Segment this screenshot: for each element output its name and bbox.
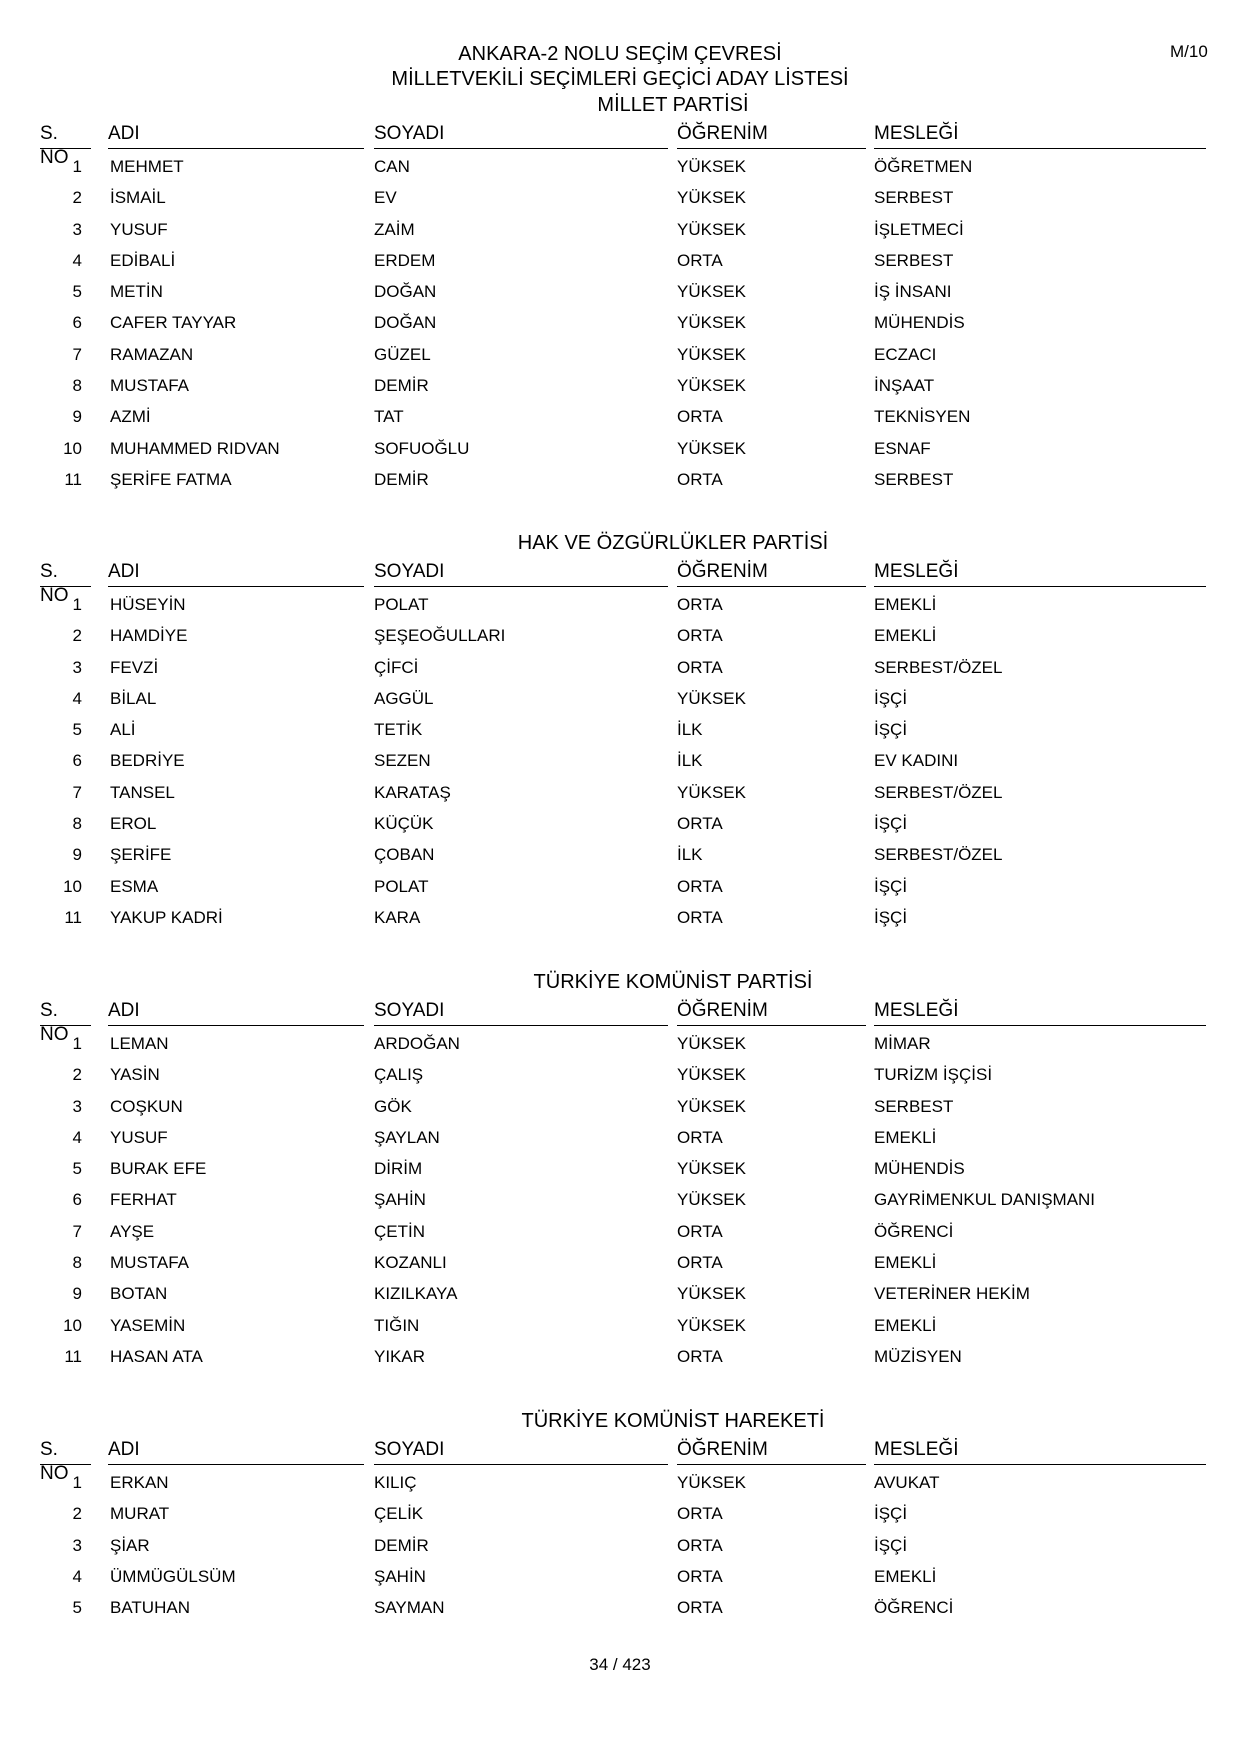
soyadi-cell: CAN xyxy=(374,157,410,176)
adi-cell: BİLAL xyxy=(110,688,157,708)
party-title: HAK VE ÖZGÜRLÜKLER PARTİSİ xyxy=(517,532,829,554)
soyadi-cell: AGGÜL xyxy=(374,688,434,708)
adi-cell: TANSEL xyxy=(110,782,175,802)
meslegi-cell: İŞÇİ xyxy=(874,1504,908,1524)
soyadi-cell: TAT xyxy=(374,407,404,427)
table-row xyxy=(40,215,1206,246)
adi-cell: YUSUF xyxy=(110,1127,168,1147)
meslegi-cell: EMEKLİ xyxy=(874,595,937,614)
meslegi-cell: EMEKLİ xyxy=(874,626,937,646)
meslegi-cell: EV KADINI xyxy=(874,751,959,771)
table-row xyxy=(40,1342,1206,1373)
ogrenim-cell: ORTA xyxy=(677,1221,723,1241)
table-row xyxy=(40,653,1206,684)
soyadi-cell: GÖK xyxy=(374,1096,412,1116)
meslegi-cell: ÖĞRENCİ xyxy=(874,1221,954,1241)
adi-cell: BATUHAN xyxy=(110,1598,190,1618)
adi-cell: BURAK EFE xyxy=(110,1159,207,1179)
table-row xyxy=(40,183,1206,214)
ogrenim-cell: ORTA xyxy=(677,250,723,270)
soyadi-cell: DEMİR xyxy=(374,1535,429,1555)
sno-cell: 9 xyxy=(72,1284,82,1304)
sno-cell: 3 xyxy=(72,219,82,239)
adi-cell: ÜMMÜGÜLSÜM xyxy=(110,1566,236,1586)
table-row xyxy=(40,840,1206,871)
sno-cell: 5 xyxy=(72,282,82,302)
sno-cell: 7 xyxy=(72,344,82,364)
adi-cell: FERHAT xyxy=(110,1190,177,1210)
meslegi-cell: İŞÇİ xyxy=(874,688,908,708)
ogrenim-cell: ORTA xyxy=(677,407,723,427)
ogrenim-cell: İLK xyxy=(677,720,703,740)
ogrenim-cell: ORTA xyxy=(677,595,723,614)
soyadi-cell: ÇİFCİ xyxy=(374,657,419,677)
meslegi-cell: SERBEST xyxy=(874,469,954,489)
meslegi-cell: EMEKLİ xyxy=(874,1315,937,1335)
table-row xyxy=(40,590,1206,621)
ogrenim-cell: YÜKSEK xyxy=(677,1473,746,1492)
meslegi-cell: SERBEST/ÖZEL xyxy=(874,657,1003,677)
ogrenim-cell: YÜKSEK xyxy=(677,1034,746,1053)
header-meslegi: MESLEĞİ xyxy=(874,999,1206,1026)
meslegi-cell: TURİZM İŞÇİSİ xyxy=(874,1065,993,1085)
ogrenim-cell: ORTA xyxy=(677,907,723,927)
sno-cell: 4 xyxy=(72,1127,82,1147)
ogrenim-cell: ORTA xyxy=(677,876,723,896)
adi-cell: YASİN xyxy=(110,1065,160,1085)
sno-cell: 2 xyxy=(72,1065,82,1085)
page-code: M/10 xyxy=(1170,42,1208,61)
meslegi-cell: AVUKAT xyxy=(874,1473,940,1492)
header-soyadi: SOYADI xyxy=(374,999,668,1026)
adi-cell: FEVZİ xyxy=(110,657,159,677)
ogrenim-cell: ORTA xyxy=(677,1598,723,1618)
meslegi-cell: VETERİNER HEKİM xyxy=(874,1284,1030,1304)
adi-cell: ŞERİFE xyxy=(110,845,172,865)
adi-cell: YAKUP KADRİ xyxy=(110,907,223,927)
header-sno: S. NO xyxy=(40,560,91,587)
soyadi-cell: ŞAHİN xyxy=(374,1566,426,1586)
table-row xyxy=(40,1593,1206,1624)
sno-cell: 2 xyxy=(72,626,82,646)
meslegi-cell: İŞÇİ xyxy=(874,720,908,740)
party-title: TÜRKİYE KOMÜNİST PARTİSİ xyxy=(533,971,813,993)
adi-cell: MURAT xyxy=(110,1504,170,1524)
soyadi-cell: POLAT xyxy=(374,595,429,614)
ogrenim-cell: İLK xyxy=(677,845,703,865)
ogrenim-cell: ORTA xyxy=(677,1127,723,1147)
table-row xyxy=(40,903,1206,934)
meslegi-cell: İŞÇİ xyxy=(874,814,908,834)
adi-cell: LEMAN xyxy=(110,1034,169,1053)
header-sno: S. NO xyxy=(40,999,91,1026)
meslegi-cell: MÜHENDİS xyxy=(874,313,965,333)
soyadi-cell: EV xyxy=(374,188,397,208)
header-adi: ADI xyxy=(108,560,364,587)
candidate-rows xyxy=(40,590,1206,934)
adi-cell: HAMDİYE xyxy=(110,626,188,646)
sno-cell: 11 xyxy=(64,907,82,927)
table-row xyxy=(40,1279,1206,1310)
header-adi: ADI xyxy=(108,122,364,149)
ogrenim-cell: ORTA xyxy=(677,469,723,489)
party-title: MİLLET PARTİSİ xyxy=(597,94,749,116)
ogrenim-cell: ORTA xyxy=(677,1253,723,1273)
adi-cell: AZMİ xyxy=(110,407,151,427)
adi-cell: ŞERİFE FATMA xyxy=(110,469,232,489)
ogrenim-cell: ORTA xyxy=(677,1566,723,1586)
soyadi-cell: DOĞAN xyxy=(374,282,437,302)
header-ogrenim: ÖĞRENİM xyxy=(677,1438,866,1465)
meslegi-cell: ÖĞRETMEN xyxy=(874,157,973,176)
header-sno: S. NO xyxy=(40,1438,91,1465)
page-number: 34 / 423 xyxy=(589,1655,651,1674)
ogrenim-cell: YÜKSEK xyxy=(677,219,746,239)
sno-cell: 6 xyxy=(72,313,82,333)
adi-cell: YUSUF xyxy=(110,219,168,239)
sno-cell: 9 xyxy=(72,407,82,427)
meslegi-cell: EMEKLİ xyxy=(874,1566,937,1586)
adi-cell: HASAN ATA xyxy=(110,1346,203,1366)
ogrenim-cell: ORTA xyxy=(677,657,723,677)
table-row xyxy=(40,465,1206,496)
header-adi: ADI xyxy=(108,1438,364,1465)
meslegi-cell: SERBEST xyxy=(874,188,954,208)
table-row xyxy=(40,1499,1206,1530)
table-row xyxy=(40,1217,1206,1248)
sno-cell: 10 xyxy=(63,438,82,458)
soyadi-cell: ARDOĞAN xyxy=(374,1034,460,1053)
soyadi-cell: ÇOBAN xyxy=(374,845,435,865)
soyadi-cell: DOĞAN xyxy=(374,313,437,333)
sno-cell: 1 xyxy=(72,157,82,176)
sno-cell: 4 xyxy=(72,688,82,708)
table-row xyxy=(40,715,1206,746)
adi-cell: ERKAN xyxy=(110,1473,169,1492)
meslegi-cell: İŞLETMECİ xyxy=(874,219,964,239)
adi-cell: MUSTAFA xyxy=(110,376,190,396)
table-row xyxy=(40,1092,1206,1123)
header-soyadi: SOYADI xyxy=(374,560,668,587)
meslegi-cell: İŞÇİ xyxy=(874,907,908,927)
table-row xyxy=(40,1154,1206,1185)
adi-cell: İSMAİL xyxy=(110,188,166,208)
header-ogrenim: ÖĞRENİM xyxy=(677,999,866,1026)
ogrenim-cell: YÜKSEK xyxy=(677,782,746,802)
adi-cell: BEDRİYE xyxy=(110,751,185,771)
sno-cell: 5 xyxy=(72,1159,82,1179)
ogrenim-cell: YÜKSEK xyxy=(677,1315,746,1335)
table-row xyxy=(40,684,1206,715)
ogrenim-cell: YÜKSEK xyxy=(677,438,746,458)
meslegi-cell: MİMAR xyxy=(874,1034,931,1053)
soyadi-cell: SEZEN xyxy=(374,751,431,771)
table-row xyxy=(40,809,1206,840)
sno-cell: 7 xyxy=(72,782,82,802)
adi-cell: EDİBALİ xyxy=(110,250,176,270)
adi-cell: RAMAZAN xyxy=(110,344,194,364)
soyadi-cell: SOFUOĞLU xyxy=(374,438,470,458)
meslegi-cell: MÜZİSYEN xyxy=(874,1346,962,1366)
soyadi-cell: DİRİM xyxy=(374,1159,423,1179)
header-sno: S. NO xyxy=(40,122,91,149)
meslegi-cell: SERBEST/ÖZEL xyxy=(874,845,1003,865)
soyadi-cell: KÜÇÜK xyxy=(374,814,434,834)
meslegi-cell: SERBEST/ÖZEL xyxy=(874,782,1003,802)
meslegi-cell: ÖĞRENCİ xyxy=(874,1598,954,1618)
table-row xyxy=(40,621,1206,652)
soyadi-cell: KARATAŞ xyxy=(374,782,451,802)
meslegi-cell: MÜHENDİS xyxy=(874,1159,965,1179)
sno-cell: 4 xyxy=(72,1566,82,1586)
adi-cell: BOTAN xyxy=(110,1284,168,1304)
header-line-1: ANKARA-2 NOLU SEÇİM ÇEVRESİ xyxy=(458,43,782,65)
table-row xyxy=(40,277,1206,308)
sno-cell: 8 xyxy=(72,814,82,834)
soyadi-cell: TETİK xyxy=(374,720,423,740)
meslegi-cell: İŞ İNSANI xyxy=(874,282,952,302)
sno-cell: 2 xyxy=(72,188,82,208)
soyadi-cell: ERDEM xyxy=(374,250,436,270)
sno-cell: 6 xyxy=(72,1190,82,1210)
candidate-rows xyxy=(40,1029,1206,1373)
meslegi-cell: EMEKLİ xyxy=(874,1253,937,1273)
sno-cell: 4 xyxy=(72,250,82,270)
soyadi-cell: ŞAHİN xyxy=(374,1190,426,1210)
header-meslegi: MESLEĞİ xyxy=(874,122,1206,149)
meslegi-cell: İŞÇİ xyxy=(874,1535,908,1555)
adi-cell: ALİ xyxy=(110,720,136,740)
meslegi-cell: GAYRİMENKUL DANIŞMANI xyxy=(874,1190,1096,1210)
adi-cell: MUHAMMED RIDVAN xyxy=(110,438,280,458)
sno-cell: 10 xyxy=(63,1315,82,1335)
sno-cell: 2 xyxy=(72,1504,82,1524)
sno-cell: 3 xyxy=(72,1096,82,1116)
soyadi-cell: KILIÇ xyxy=(374,1473,417,1492)
soyadi-cell: KIZILKAYA xyxy=(374,1284,458,1304)
document-header xyxy=(0,42,1240,92)
header-adi: ADI xyxy=(108,999,364,1026)
ogrenim-cell: YÜKSEK xyxy=(677,1065,746,1085)
table-row xyxy=(40,152,1206,183)
header-meslegi: MESLEĞİ xyxy=(874,560,1206,587)
ogrenim-cell: YÜKSEK xyxy=(677,376,746,396)
soyadi-cell: KOZANLI xyxy=(374,1253,447,1273)
soyadi-cell: DEMİR xyxy=(374,376,429,396)
ogrenim-cell: YÜKSEK xyxy=(677,157,746,176)
sno-cell: 6 xyxy=(72,751,82,771)
table-row xyxy=(40,1123,1206,1154)
table-row xyxy=(40,371,1206,402)
soyadi-cell: ÇELİK xyxy=(374,1504,424,1524)
adi-cell: METİN xyxy=(110,282,163,302)
header-ogrenim: ÖĞRENİM xyxy=(677,122,866,149)
candidate-rows xyxy=(40,1468,1206,1624)
table-row xyxy=(40,1185,1206,1216)
sno-cell: 8 xyxy=(72,376,82,396)
soyadi-cell: GÜZEL xyxy=(374,344,431,364)
table-row xyxy=(40,1531,1206,1562)
adi-cell: AYŞE xyxy=(110,1221,155,1241)
meslegi-cell: EMEKLİ xyxy=(874,1127,937,1147)
adi-cell: YASEMİN xyxy=(110,1315,186,1335)
ogrenim-cell: YÜKSEK xyxy=(677,1096,746,1116)
meslegi-cell: SERBEST xyxy=(874,250,954,270)
sno-cell: 1 xyxy=(72,595,82,614)
sno-cell: 1 xyxy=(72,1034,82,1053)
table-row xyxy=(40,246,1206,277)
sno-cell: 7 xyxy=(72,1221,82,1241)
party-section-4 xyxy=(40,1408,1206,1624)
adi-cell: EROL xyxy=(110,814,157,834)
sno-cell: 5 xyxy=(72,720,82,740)
table-row xyxy=(40,402,1206,433)
ogrenim-cell: ORTA xyxy=(677,1504,723,1524)
sno-cell: 1 xyxy=(72,1473,82,1492)
meslegi-cell: ECZACI xyxy=(874,344,937,364)
sno-cell: 3 xyxy=(72,1535,82,1555)
soyadi-cell: ZAİM xyxy=(374,219,415,239)
table-row xyxy=(40,1060,1206,1091)
party-section-1 xyxy=(40,92,1206,496)
ogrenim-cell: YÜKSEK xyxy=(677,188,746,208)
sno-cell: 3 xyxy=(72,657,82,677)
adi-cell: ESMA xyxy=(110,876,159,896)
header-soyadi: SOYADI xyxy=(374,122,668,149)
ogrenim-cell: İLK xyxy=(677,751,703,771)
meslegi-cell: İŞÇİ xyxy=(874,876,908,896)
ogrenim-cell: YÜKSEK xyxy=(677,1159,746,1179)
header-ogrenim: ÖĞRENİM xyxy=(677,560,866,587)
soyadi-cell: ÇALIŞ xyxy=(374,1065,424,1085)
table-row xyxy=(40,434,1206,465)
candidate-rows xyxy=(40,152,1206,496)
party-title: TÜRKİYE KOMÜNİST HAREKETİ xyxy=(521,1410,825,1432)
ogrenim-cell: YÜKSEK xyxy=(677,282,746,302)
sno-cell: 11 xyxy=(64,1346,82,1366)
soyadi-cell: ŞEŞEOĞULLARI xyxy=(374,626,506,646)
meslegi-cell: ESNAF xyxy=(874,438,931,458)
soyadi-cell: SAYMAN xyxy=(374,1598,445,1618)
soyadi-cell: POLAT xyxy=(374,876,429,896)
adi-cell: CAFER TAYYAR xyxy=(110,313,237,333)
ogrenim-cell: ORTA xyxy=(677,814,723,834)
table-row xyxy=(40,1468,1206,1499)
soyadi-cell: TIĞIN xyxy=(374,1315,420,1335)
ogrenim-cell: YÜKSEK xyxy=(677,1190,746,1210)
meslegi-cell: İNŞAAT xyxy=(874,376,935,396)
soyadi-cell: ŞAYLAN xyxy=(374,1127,440,1147)
soyadi-cell: KARA xyxy=(374,907,421,927)
table-row xyxy=(40,1029,1206,1060)
soyadi-cell: YIKAR xyxy=(374,1346,426,1366)
ogrenim-cell: YÜKSEK xyxy=(677,688,746,708)
meslegi-cell: SERBEST xyxy=(874,1096,954,1116)
party-section-2 xyxy=(40,530,1206,934)
ogrenim-cell: ORTA xyxy=(677,626,723,646)
table-row xyxy=(40,308,1206,339)
table-row xyxy=(40,1311,1206,1342)
ogrenim-cell: YÜKSEK xyxy=(677,1284,746,1304)
sno-cell: 10 xyxy=(63,876,82,896)
sno-cell: 9 xyxy=(72,845,82,865)
adi-cell: MUSTAFA xyxy=(110,1253,190,1273)
soyadi-cell: DEMİR xyxy=(374,469,429,489)
meslegi-cell: TEKNİSYEN xyxy=(874,407,971,427)
header-soyadi: SOYADI xyxy=(374,1438,668,1465)
adi-cell: HÜSEYİN xyxy=(110,595,186,614)
soyadi-cell: ÇETİN xyxy=(374,1221,425,1241)
party-section-3 xyxy=(40,969,1206,1373)
ogrenim-cell: YÜKSEK xyxy=(677,344,746,364)
table-row xyxy=(40,1562,1206,1593)
table-row xyxy=(40,778,1206,809)
adi-cell: COŞKUN xyxy=(110,1096,183,1116)
adi-cell: ŞİAR xyxy=(110,1535,150,1555)
table-row xyxy=(40,340,1206,371)
adi-cell: MEHMET xyxy=(110,157,184,176)
header-line-2: MİLLETVEKİLİ SEÇİMLERİ GEÇİCİ ADAY LİSTESİ xyxy=(391,68,849,90)
sno-cell: 5 xyxy=(72,1598,82,1618)
table-row xyxy=(40,872,1206,903)
table-row xyxy=(40,1248,1206,1279)
sno-cell: 11 xyxy=(64,469,82,489)
ogrenim-cell: ORTA xyxy=(677,1535,723,1555)
header-meslegi: MESLEĞİ xyxy=(874,1438,1206,1465)
table-row xyxy=(40,746,1206,777)
ogrenim-cell: YÜKSEK xyxy=(677,313,746,333)
sno-cell: 8 xyxy=(72,1253,82,1273)
ogrenim-cell: ORTA xyxy=(677,1346,723,1366)
